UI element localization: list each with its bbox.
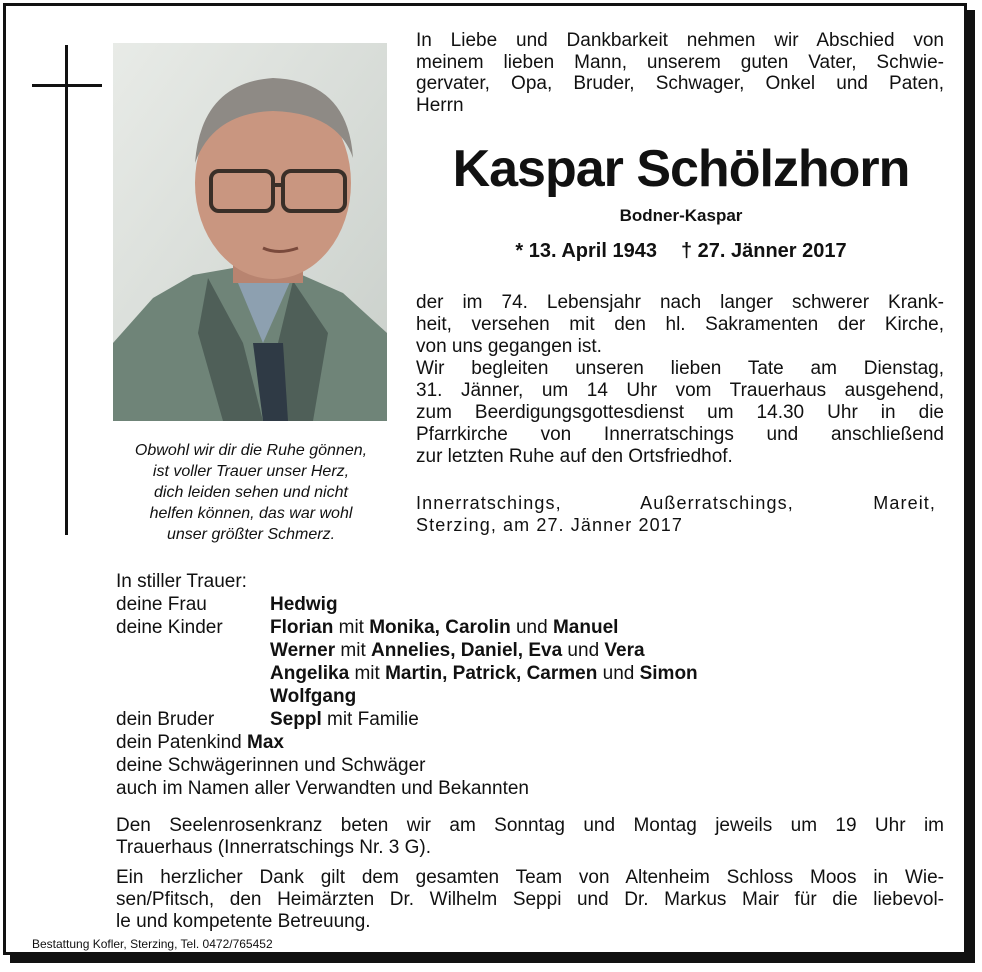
body-line: von uns gegangen ist.: [416, 336, 602, 357]
poem-line: helfen können, das war wohl: [149, 505, 353, 522]
body-line: heit, versehen mit den hl. Sakramenten der Kirche,: [416, 314, 944, 335]
connector: mit Familie: [321, 709, 419, 730]
body-line: 31. Jänner, um 14 Uhr vom Trauerhaus ausgehend,: [416, 380, 944, 401]
deceased-name: Kaspar Schölzhorn: [452, 140, 910, 198]
connector: und: [510, 617, 553, 638]
border-shadow-bottom: [10, 955, 975, 963]
mourner-name: Martin, Patrick, Carmen: [385, 663, 598, 684]
relation-label: dein Patenkind: [116, 732, 242, 753]
life-dates: [418, 240, 944, 263]
mourner-row: deine Schwägerinnen und Schwäger: [116, 755, 426, 776]
poem: [112, 440, 390, 545]
poem-line: unser größter Schmerz.: [166, 526, 336, 543]
mourner-name: Wolfgang: [270, 686, 357, 707]
mourner-name: Hedwig: [270, 594, 338, 615]
mourner-row: [116, 731, 698, 754]
mourner-name: Simon: [639, 663, 698, 684]
intro-text: [416, 30, 944, 116]
relation-label: deine Kinder: [116, 617, 223, 638]
body-line: der im 74. Lebensjahr nach langer schwerer Krank-: [416, 292, 944, 313]
body-line: zum Beerdigungsgottesdienst um 14.30 Uhr in die: [416, 402, 944, 423]
cross-icon: [65, 45, 68, 535]
birth-date: * 13. April 1943: [515, 240, 657, 262]
connector: mit: [335, 640, 372, 661]
poem-line: Obwohl wir dir die Ruhe gönnen,: [134, 442, 368, 459]
mourner-name: Florian: [270, 617, 334, 638]
connector: mit: [349, 663, 386, 684]
mourner-name: Seppl: [270, 709, 322, 730]
mourner-name: Werner: [270, 640, 336, 661]
mourner-name: Vera: [604, 640, 645, 661]
intro-line: In Liebe und Dankbarkeit nehmen wir Abschied von: [416, 30, 944, 51]
mourner-name: Annelies, Daniel, Eva: [371, 640, 563, 661]
closing-line: Trauerhaus (Innerratschings Nr. 3 G).: [116, 837, 432, 858]
mourner-row: [116, 639, 698, 662]
body-line: Wir begleiten unseren lieben Tate am Dienstag,: [416, 358, 944, 379]
intro-line: Herrn: [416, 94, 464, 116]
mourner-name: Angelika: [270, 663, 350, 684]
mourners-heading: In stiller Trauer:: [116, 571, 247, 592]
place-line: Sterzing, am 27. Jänner 2017: [416, 515, 683, 535]
cross-icon-bar: [32, 84, 102, 87]
portrait-photo: [113, 43, 387, 421]
relation-label: deine Frau: [116, 594, 207, 615]
mourner-row: [116, 685, 698, 708]
connector: und: [597, 663, 640, 684]
border-shadow-right: [967, 10, 975, 962]
body-line: Pfarrkirche von Innerratschings und anschließend: [416, 424, 944, 445]
body-line: zur letzten Ruhe auf den Ortsfriedhof.: [416, 446, 733, 467]
mourner-row: [116, 708, 698, 731]
mourner-row: [116, 616, 698, 639]
mourners-list: [116, 570, 698, 800]
closing-line: Den Seelenrosenkranz beten wir am Sonntag und Montag jeweils um 19 Uhr im: [116, 815, 944, 836]
relation-label: dein Bruder: [116, 709, 215, 730]
closing-line: sen/Pfitsch, den Heimärzten Dr. Wilhelm Seppi und Dr. Markus Mair für die liebevol-: [116, 889, 944, 910]
poem-line: ist voller Trauer unser Herz,: [152, 463, 350, 480]
intro-line: gervater, Opa, Bruder, Schwager, Onkel und Paten,: [416, 73, 944, 94]
closing-line: le und kompetente Betreuung.: [116, 911, 371, 932]
connector: und: [562, 640, 605, 661]
closing-text: [116, 815, 944, 933]
closing-line: Ein herzlicher Dank gilt dem gesamten Team von Altenheim Schloss Moos in Wie-: [116, 867, 944, 888]
poem-line: dich leiden sehen und nicht: [154, 484, 348, 501]
funeral-home-credit: Bestattung Kofler, Sterzing, Tel. 0472/765452: [32, 937, 273, 951]
nickname: Bodner-Kaspar: [619, 206, 743, 225]
death-date: † 27. Jänner 2017: [680, 240, 847, 262]
place-line: Innerratschings, Außerratschings, Mareit,: [416, 493, 936, 513]
mourner-name: Monika, Carolin: [369, 617, 511, 638]
place-date: [416, 492, 936, 536]
mourner-row: [116, 662, 698, 685]
connector: mit: [333, 617, 370, 638]
announcement-text: [416, 292, 944, 468]
mourner-row: auch im Namen aller Verwandten und Bekannten: [116, 778, 529, 799]
intro-line: meinem lieben Mann, unserem guten Vater, Schwie-: [416, 51, 944, 73]
mourner-name: Manuel: [552, 617, 619, 638]
mourner-row: [116, 593, 698, 616]
mourner-name: Max: [247, 732, 284, 753]
